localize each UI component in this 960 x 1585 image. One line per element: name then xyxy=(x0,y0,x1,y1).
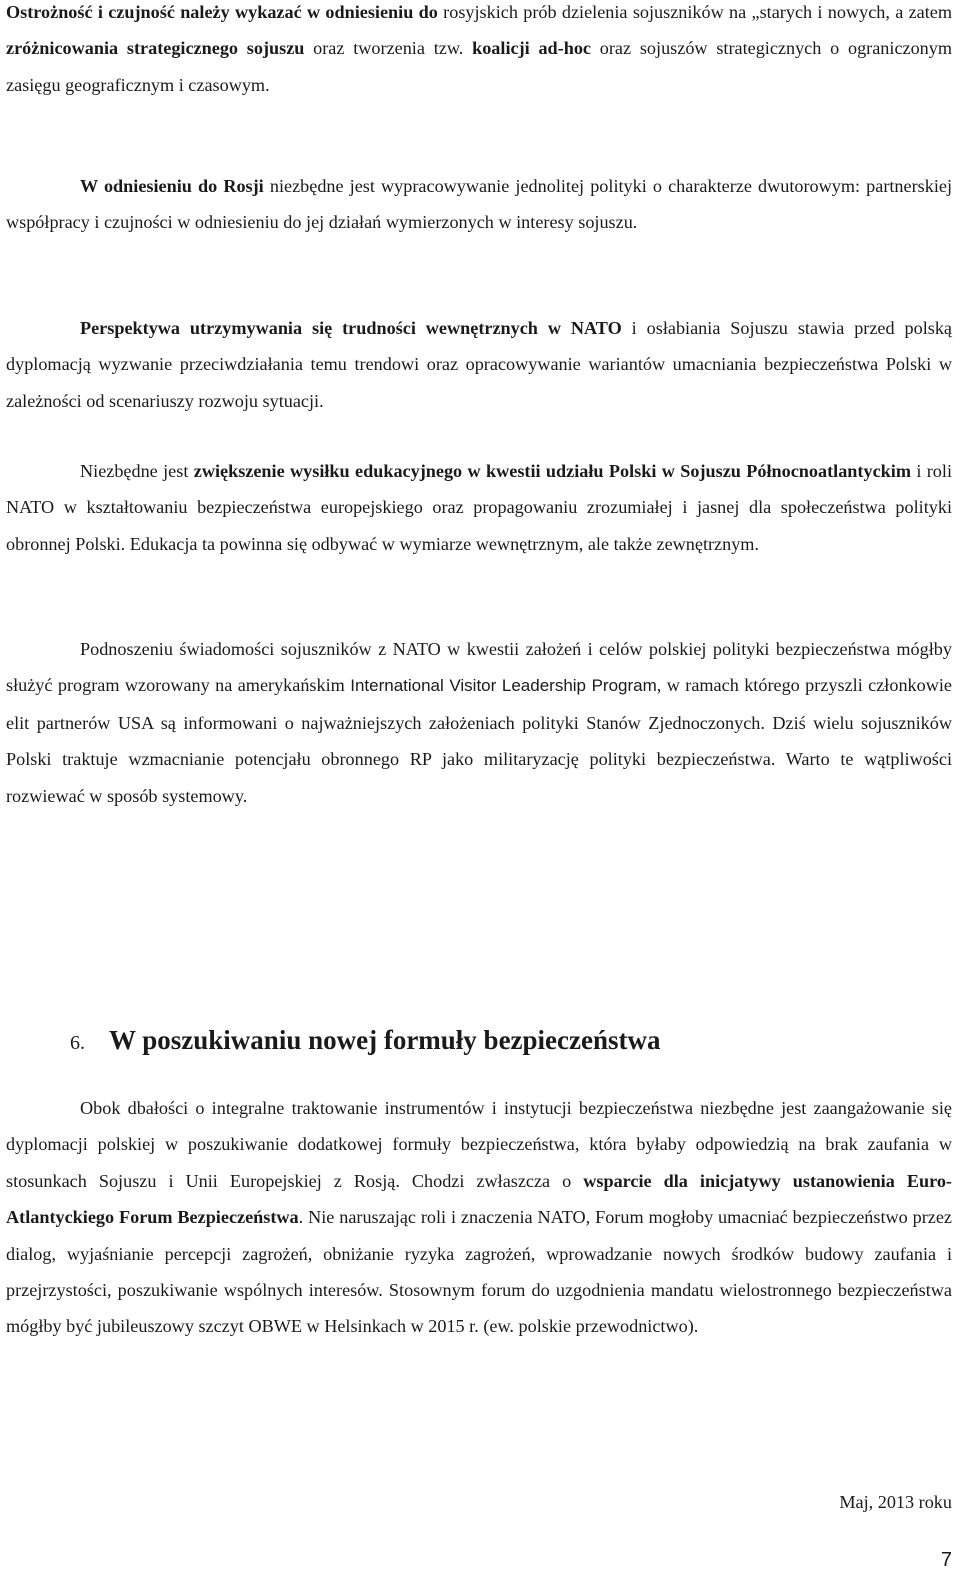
page-number: 7 xyxy=(940,1549,952,1571)
paragraph-new-formula xyxy=(6,1090,952,1345)
paragraph-russian-divisions xyxy=(6,0,952,103)
text-run: i osłabiania Sojuszu stawia przed polską dyplomacją wyzwanie przeciwdziałania temu trendowi oraz opracowywanie wariantów umacniania bezpieczeństwa Polski w zależności od scenariuszy rozwoju sytuacji. xyxy=(6,318,952,411)
bold-phrase: zróżnicowania strategicznego sojuszu xyxy=(6,38,305,59)
bold-phrase: koalicji ad-hoc xyxy=(472,38,592,59)
paragraph-nato-difficulties xyxy=(6,310,952,419)
text-run: Obok dbałości o integralne traktowanie instrumentów i instytucji bezpieczeństwa niezbędne jest zaangażowanie się dyplomacji polskiej w poszukiwanie dodatkowej formuły bezpieczeństwa, która byłaby odpowiedzią na brak zaufania w stosunkach Sojuszu i Unii Europejskiej z Rosją. Chodzi zwłaszcza o xyxy=(6,1098,952,1191)
bold-phrase: zwiększenie wysiłku edukacyjnego w kwestii udziału Polski w Sojuszu Północnoatlantyckim xyxy=(193,461,911,481)
text-run: i roli NATO w kształtowaniu bezpieczeństwa europejskiego oraz propagowaniu zrozumiałej i jasnej dla społeczeństwa polityki obronnej Polski. Edukacja ta powinna się odbywać w wymiarze wewnętrznym, ale także zewnętrznym. xyxy=(6,461,953,554)
paragraph-education xyxy=(6,453,952,562)
bold-phrase: W odniesieniu do Rosji xyxy=(80,176,264,196)
paragraph-awareness xyxy=(6,631,952,814)
text-run: oraz sojuszów strategicznych o ograniczonym zasięgu geograficznym i czasowym. xyxy=(6,38,953,95)
section-title: W poszukiwaniu nowej formuły bezpieczeństwa xyxy=(109,1025,661,1055)
bold-phrase: Ostrożność i czujność należy wykazać w odniesieniu do xyxy=(6,2,438,22)
text-run: Podnoszeniu świadomości sojuszników z NATO w kwestii założeń i celów polskiej polityki bezpieczeństwa mógłby służyć program wzorowany na amerykańskim xyxy=(6,639,952,696)
paragraph-russia-policy xyxy=(6,168,952,241)
bold-phrase: Perspektywa utrzymywania się trudności wewnętrznych w NATO xyxy=(80,318,622,338)
text-run: oraz tworzenia tzw. xyxy=(304,38,473,59)
text-run: rosyjskich prób dzielenia sojuszników na „starych i nowych, a zatem xyxy=(437,2,953,22)
text-run: , w ramach którego przyszli członkowie elit partnerów USA są informowani o najważniejszych założeniach polityki Stanów Zjednoczonych. Dziś wielu sojuszników Polski traktuje wzmacnianie potencjału obronnego RP jako militaryzację polityki bezpieczeństwa. Warto te wątpliwości rozwiewać w sposób systemowy. xyxy=(6,675,952,806)
bold-phrase: wsparcie dla inicjatywy ustanowienia Euro-Atlantyckiego Forum Bezpieczeństwa xyxy=(6,1170,952,1228)
document-date: Maj, 2013 roku xyxy=(839,1492,952,1512)
section-number: 6. xyxy=(70,1032,85,1054)
text-run: niezbędne jest wypracowywanie jednolitej polityki o charakterze dwutorowym: partnerskiej współpracy i czujności w odniesieniu do jej działań wymierzonych w interesy sojuszu. xyxy=(6,176,953,233)
text-run: . Nie naruszając roli i znaczenia NATO, Forum mogłoby umacniać bezpieczeństwo przez dialog, wyjaśnianie percepcji zagrożeń, obniżanie ryzyka zagrożeń, wprowadzanie nowych środków budowy zaufania i przejrzystości, poszukiwanie wspólnych interesów. Stosownym forum do uzgodnienia mandatu wielostronnego bezpieczeństwa mógłby być jubileuszowy szczyt OBWE w Helsinkach w 2015 r. (ew. polskie przewodnictwo). xyxy=(6,1207,953,1337)
section-heading xyxy=(70,1020,661,1063)
text-run: Niezbędne jest xyxy=(80,461,194,481)
program-name: International Visitor Leadership Program xyxy=(350,676,657,696)
